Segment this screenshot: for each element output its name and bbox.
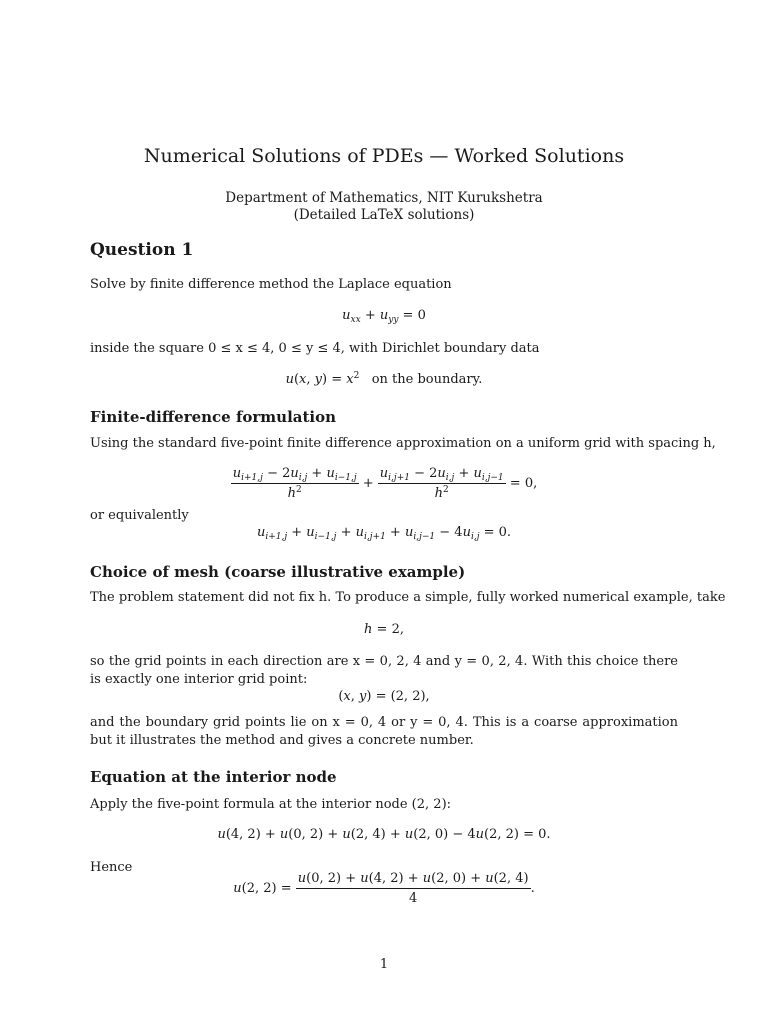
interior-text: Apply the five-point formula at the interior node (2, 2): — [90, 797, 452, 812]
h-equation: h = 2, — [364, 622, 404, 637]
five-point-fraction-equation: $\frac{u_{i+1,j} - 2u_{i,j} + u_{i-1,j}}{h^2}$ + $\frac{u_{i,j+1} - 2u_{i,j} + u_{i,j-1}}{h^2}$ = 0, — [232, 466, 538, 501]
fd-text: Using the standard five-point finite difference approximation on a uniform grid with spacing h, — [90, 436, 716, 451]
interior-point-equation: (x, y) = (2, 2), — [338, 689, 430, 704]
page-number: 1 — [379, 957, 389, 972]
question-heading: Question 1 — [90, 240, 194, 260]
mesh-text-3: and the boundary grid points lie on x = 0, 4 or y = 0, 4. This is a coarse approximation but it illustrates the method and gives a concrete number. — [90, 715, 678, 748]
question-intro: Solve by finite difference method the Laplace equation — [90, 277, 452, 292]
boundary-equation: u(x, $y) = x^2$ on the boundary. — [285, 371, 483, 387]
node-equation: u(4, 2) + u(0, 2) + u(2, 4) + u(2, 0) − 4u(2, 2) = 0. — [217, 827, 551, 842]
laplace-equation: $u_{xx} + u_{yy} = 0$ — [342, 308, 426, 325]
affiliation-line-1: Department of Mathematics, NIT Kurukshetra — [225, 190, 543, 206]
document-title: Numerical Solutions of PDEs — Worked Solutions — [143, 145, 625, 167]
five-point-linear-equation: $u_{i+1,j} + u_{i-1,j} + u_{i,j+1} + u_{i,j-1} - 4u_{i,j} = 0$. — [256, 525, 512, 542]
or-equivalently: or equivalently — [90, 508, 189, 523]
result-equation: u(2, 2) = $\frac{u(0, 2) + u(4, 2) + u(2, 0) + u(2, 4)}{4}$ . — [233, 871, 535, 906]
mesh-heading: Choice of mesh (coarse illustrative example) — [90, 563, 466, 581]
hence-text: Hence — [90, 860, 133, 875]
interior-heading: Equation at the interior node — [90, 768, 337, 786]
fd-heading: Finite-difference formulation — [90, 408, 337, 426]
affiliation-line-2: (Detailed LaTeX solutions) — [293, 207, 475, 223]
domain-text: inside the square 0 ≤ x ≤ 4, 0 ≤ y ≤ 4, with Dirichlet boundary data — [90, 341, 540, 356]
mesh-text-2: so the grid points in each direction are x = 0, 2, 4 and y = 0, 2, 4. With this choice there is exactly one interior grid point: — [90, 654, 678, 687]
mesh-text-1: The problem statement did not fix h. To produce a simple, fully worked numerical example, take — [90, 590, 726, 605]
